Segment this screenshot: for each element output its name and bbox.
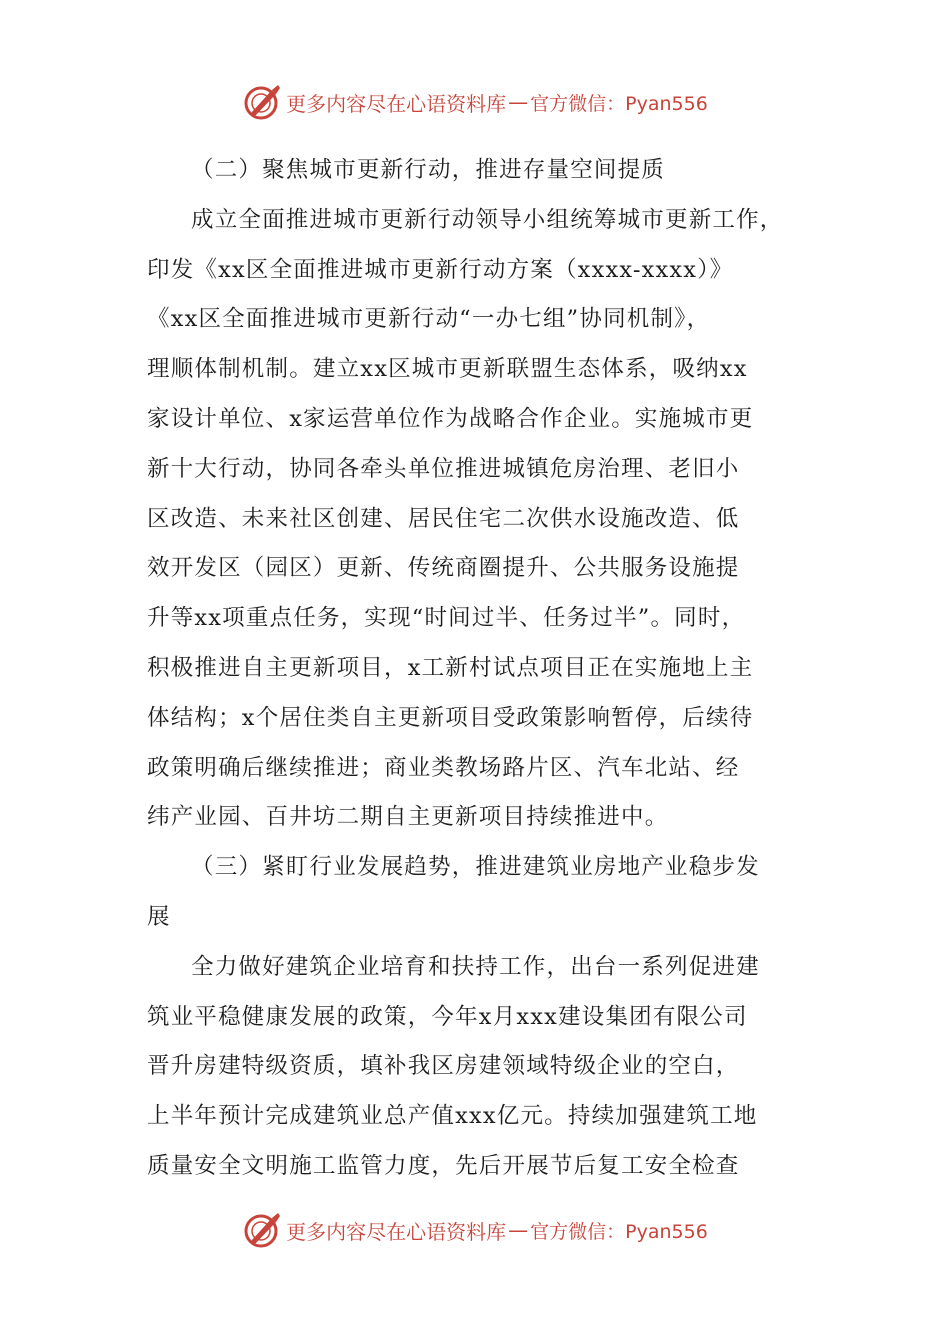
pen-seal-icon [242,82,282,122]
paragraph-line: 体结构；x个居住类自主更新项目受政策影响暂停，后续待 [147,704,754,731]
paragraph-line: 升等xx项重点任务，实现“时间过半、任务过半”。同时， [147,605,746,632]
pen-seal-icon [242,1210,282,1250]
brand-name: 更多内容尽在心语资料库 [286,91,507,116]
paragraph-line: 晋升房建特级资质，填补我区房建领域特级企业的空白， [147,1053,740,1080]
section-heading: （二）聚焦城市更新行动，推进存量空间提质 [191,157,666,183]
wechat-contact: 官方微信：Pyan556 [530,92,708,115]
section-heading: （三）紧盯行业发展趋势，推进建筑业房地产业稳步发 [191,854,760,881]
paragraph-line: 纬产业园、百井坊二期自主更新项目持续推进中。 [147,804,669,831]
paragraph-line: 效开发区（园区）更新、传统商圈提升、公共服务设施提 [147,555,740,582]
banner-dash: — [508,90,529,114]
header-banner [0,80,950,124]
paragraph-line: 《xx区全面推进城市更新行动“一办七组”协同机制》， [147,306,711,333]
paragraph-line: 政策明确后继续推进；商业类教场路片区、汽车北站、经 [147,754,740,781]
article-body [147,146,807,1192]
paragraph-line: 家设计单位、x家运营单位作为战略合作企业。实施城市更 [147,405,754,432]
paragraph-line: 印发《xx区全面推进城市更新行动方案（xxxx-xxxx）》 [147,256,734,283]
section-heading-continued: 展 [147,903,171,930]
paragraph-line: 筑业平稳健康发展的政策，今年x月xxx建设集团有限公司 [147,1003,748,1030]
paragraph-line: 质量安全文明施工监管力度，先后开展节后复工安全检查 [147,1152,740,1179]
footer-banner [0,1208,950,1252]
banner-dash: — [508,1218,529,1242]
brand-name: 更多内容尽在心语资料库 [286,1219,507,1244]
paragraph-line: 上半年预计完成建筑业总产值xxx亿元。持续加强建筑工地 [147,1103,758,1130]
paragraph-line: 成立全面推进城市更新行动领导小组统筹城市更新工作， [191,206,784,233]
paragraph-line: 区改造、未来社区创建、居民住宅二次供水设施改造、低 [147,505,740,532]
paragraph-line: 新十大行动，协同各牵头单位推进城镇危房治理、老旧小 [147,455,740,482]
paragraph-line: 全力做好建筑企业培育和扶持工作，出台一系列促进建 [191,953,760,980]
paragraph-line: 积极推进自主更新项目，x工新村试点项目正在实施地上主 [147,654,754,681]
paragraph-line: 理顺体制机制。建立xx区城市更新联盟生态体系，吸纳xx [147,356,748,383]
wechat-contact: 官方微信：Pyan556 [530,1220,708,1243]
